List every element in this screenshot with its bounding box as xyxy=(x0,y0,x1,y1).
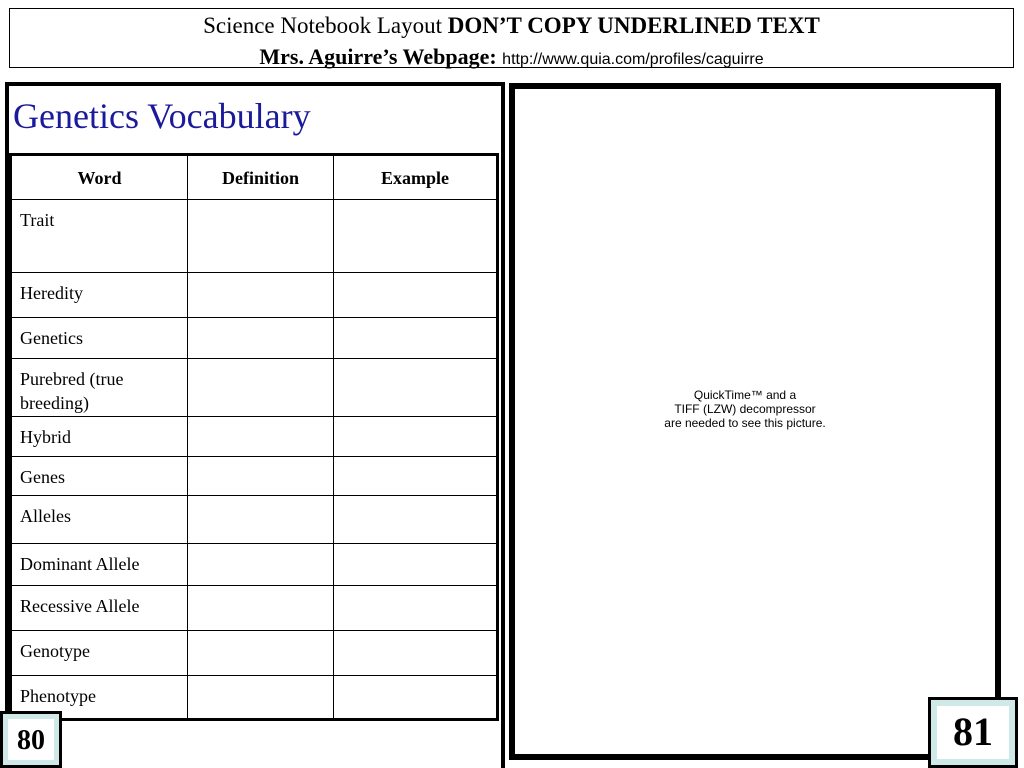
word-cell: Phenotype xyxy=(11,676,188,720)
example-cell xyxy=(334,200,498,273)
table-row xyxy=(11,200,498,273)
header-subtitle: Science Notebook Layout xyxy=(203,13,448,38)
example-cell xyxy=(334,544,498,586)
definition-cell xyxy=(188,359,334,417)
word-cell: Hybrid xyxy=(11,417,188,457)
page-number-left-text: 80 xyxy=(17,725,45,756)
page-header xyxy=(9,8,1014,68)
word-cell: Alleles xyxy=(11,496,188,544)
table-row xyxy=(11,359,498,417)
table-header-row xyxy=(11,155,498,200)
word-cell: Trait xyxy=(11,200,188,273)
definition-cell xyxy=(188,457,334,496)
webpage-url-link[interactable]: http://www.quia.com/profiles/caguirre xyxy=(502,51,764,68)
table-row xyxy=(11,631,498,676)
table-row xyxy=(11,676,498,720)
header-line-1 xyxy=(10,13,1013,39)
column-header-example: Example xyxy=(334,155,498,200)
placeholder-line-3: are needed to see this picture. xyxy=(664,416,826,430)
page-number-left xyxy=(0,711,62,768)
example-cell xyxy=(334,359,498,417)
definition-cell xyxy=(188,273,334,318)
definition-cell xyxy=(188,200,334,273)
definition-cell xyxy=(188,544,334,586)
definition-cell xyxy=(188,417,334,457)
example-cell xyxy=(334,496,498,544)
column-header-definition: Definition xyxy=(188,155,334,200)
definition-cell xyxy=(188,586,334,631)
example-cell xyxy=(334,676,498,720)
webpage-label: Mrs. Aguirre’s Webpage: xyxy=(259,44,497,69)
example-cell xyxy=(334,457,498,496)
definition-cell xyxy=(188,631,334,676)
page-title: Genetics Vocabulary xyxy=(13,96,311,136)
word-cell: Genetics xyxy=(11,318,188,359)
table-row xyxy=(11,544,498,586)
page-number-right xyxy=(928,697,1018,768)
table-row xyxy=(11,496,498,544)
vocabulary-table xyxy=(9,153,499,721)
definition-cell xyxy=(188,676,334,720)
example-cell xyxy=(334,417,498,457)
example-cell xyxy=(334,631,498,676)
placeholder-line-2: TIFF (LZW) decompressor xyxy=(674,402,816,416)
page-number-right-text: 81 xyxy=(953,709,993,754)
example-cell xyxy=(334,586,498,631)
table-row xyxy=(11,417,498,457)
table-row xyxy=(11,273,498,318)
definition-cell xyxy=(188,318,334,359)
word-cell: Purebred (true breeding) xyxy=(11,359,188,417)
word-cell: Genes xyxy=(11,457,188,496)
placeholder-line-1: QuickTime™ and a xyxy=(693,388,797,402)
missing-image-placeholder xyxy=(650,388,840,430)
table-row xyxy=(11,586,498,631)
table-row xyxy=(11,457,498,496)
table-row xyxy=(11,318,498,359)
header-line-2 xyxy=(10,44,1013,73)
word-cell: Genotype xyxy=(11,631,188,676)
example-cell xyxy=(334,273,498,318)
word-cell: Recessive Allele xyxy=(11,586,188,631)
column-header-word: Word xyxy=(11,155,188,200)
definition-cell xyxy=(188,496,334,544)
word-cell: Dominant Allele xyxy=(11,544,188,586)
example-cell xyxy=(334,318,498,359)
word-cell: Heredity xyxy=(11,273,188,318)
header-warning: DON’T COPY UNDERLINED TEXT xyxy=(447,13,820,38)
